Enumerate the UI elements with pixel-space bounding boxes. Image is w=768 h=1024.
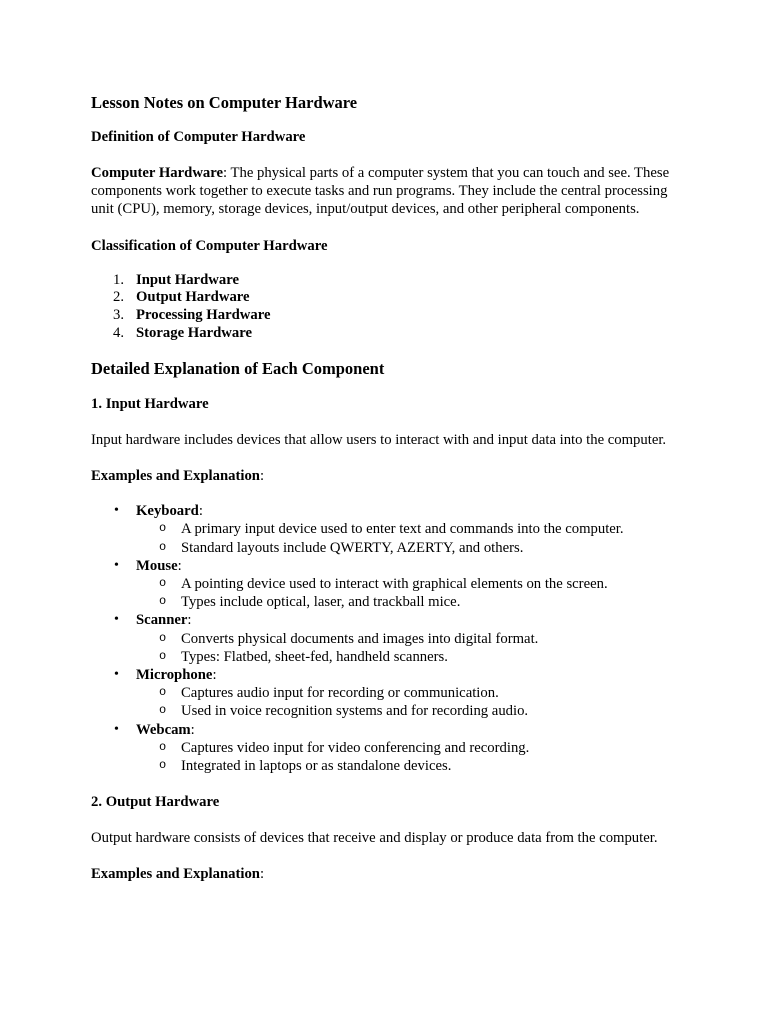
device-point: [136, 648, 691, 666]
device-name: Webcam: [136, 721, 191, 738]
device-point-text: Converts physical documents and images into digital format.: [181, 630, 539, 647]
classification-label: Processing Hardware: [136, 307, 271, 324]
device-name: Mouse: [136, 557, 178, 574]
device-point-text: Types: Flatbed, sheet-fed, handheld scanners.: [181, 648, 448, 665]
device-name: Microphone: [136, 667, 213, 684]
device-point: [136, 702, 691, 720]
device-colon: :: [190, 721, 195, 738]
sub-bullet-icon: o: [159, 739, 167, 754]
device-points: [136, 630, 691, 666]
examples-label-colon: :: [259, 468, 265, 484]
device-item-microphone: [91, 666, 691, 721]
classification-number: 2.: [113, 289, 125, 306]
examples-label-colon: :: [259, 866, 265, 883]
device-points: [136, 575, 691, 611]
sub-bullet-icon: o: [159, 576, 167, 591]
device-points: [136, 520, 691, 556]
bullet-icon: •: [114, 667, 119, 683]
device-point-text: A pointing device used to interact with graphical elements on the screen.: [181, 576, 608, 593]
examples-label-text: Examples and Explanation: [91, 866, 260, 883]
device-point-text: Captures audio input for recording or communication.: [181, 685, 499, 702]
classification-item: [91, 289, 691, 307]
definition-term: Computer Hardware: [91, 165, 224, 181]
input-hardware-intro: Input hardware includes devices that allow users to interact with and input data into the computer.: [91, 431, 667, 448]
sub-bullet-icon: o: [159, 685, 167, 700]
sub-bullet-icon: o: [159, 703, 167, 718]
device-item-webcam: [91, 721, 691, 776]
sub-bullet-icon: o: [159, 539, 167, 554]
classification-label: Storage Hardware: [136, 325, 252, 341]
sub-bullet-icon: o: [159, 648, 167, 663]
definition-heading: Definition of Computer Hardware: [91, 129, 306, 145]
input-examples-label: [91, 467, 691, 485]
document-title: Lesson Notes on Computer Hardware: [91, 93, 358, 112]
device-name: Scanner: [136, 612, 188, 629]
device-colon: :: [187, 612, 192, 629]
device-point: [136, 630, 691, 648]
sub-bullet-icon: o: [159, 521, 167, 536]
bullet-icon: •: [114, 503, 119, 519]
device-point: [136, 684, 691, 702]
detailed-heading: Detailed Explanation of Each Component: [91, 358, 385, 378]
classification-list: [91, 272, 691, 343]
device-point-text: A primary input device used to enter text and commands into the computer.: [181, 521, 624, 538]
device-colon: :: [212, 667, 217, 684]
output-hardware-intro: Output hardware consists of devices that receive and display or produce data from the computer.: [91, 830, 658, 847]
sub-bullet-icon: o: [159, 594, 167, 609]
classification-number: 3.: [113, 307, 125, 324]
input-devices-list: [91, 502, 691, 775]
classification-item: [91, 272, 691, 290]
device-point-text: Integrated in laptops or as standalone devices.: [181, 758, 452, 775]
device-point: [136, 520, 691, 538]
classification-heading: Classification of Computer Hardware: [91, 237, 328, 254]
classification-label: Output Hardware: [136, 289, 250, 306]
output-hardware-heading: 2. Output Hardware: [91, 794, 220, 811]
document-page: [91, 92, 691, 884]
device-item-scanner: [91, 611, 691, 666]
definition-paragraph: [91, 164, 691, 219]
sub-bullet-icon: o: [159, 630, 167, 645]
examples-label-text: Examples and Explanation: [91, 468, 260, 484]
device-point: [136, 593, 691, 611]
device-name: Keyboard: [136, 503, 199, 520]
device-item-mouse: [91, 557, 691, 612]
device-point: [136, 757, 691, 775]
classification-item: [91, 307, 691, 325]
device-point-text: Standard layouts include QWERTY, AZERTY, and others.: [181, 539, 524, 556]
device-colon: :: [198, 503, 203, 520]
classification-label: Input Hardware: [136, 271, 239, 288]
bullet-icon: •: [114, 557, 119, 573]
device-colon: :: [177, 557, 182, 574]
sub-bullet-icon: o: [159, 758, 167, 773]
device-points: [136, 684, 691, 720]
device-point-text: Types include optical, laser, and trackball mice.: [181, 594, 461, 611]
device-point: [136, 539, 691, 557]
device-point-text: Used in voice recognition systems and for recording audio.: [181, 703, 529, 720]
device-points: [136, 739, 691, 775]
device-point-text: Captures video input for video conferencing and recording.: [181, 739, 530, 756]
classification-number: 4.: [113, 325, 125, 341]
device-point: [136, 739, 691, 757]
definition-text: : The physical parts of a computer system that you can touch and see. These components work together to execute tasks and run programs. They include the central processing unit (CPU), memory, storage devices, input/output devices, and other peripheral components.: [91, 165, 670, 218]
bullet-icon: •: [114, 721, 119, 737]
device-point: [136, 575, 691, 593]
input-hardware-heading: 1. Input Hardware: [91, 395, 209, 412]
bullet-icon: •: [114, 612, 119, 628]
classification-item: [91, 325, 691, 343]
output-examples-label: [91, 865, 691, 883]
device-item-keyboard: [91, 502, 691, 557]
classification-number: 1.: [113, 271, 125, 288]
